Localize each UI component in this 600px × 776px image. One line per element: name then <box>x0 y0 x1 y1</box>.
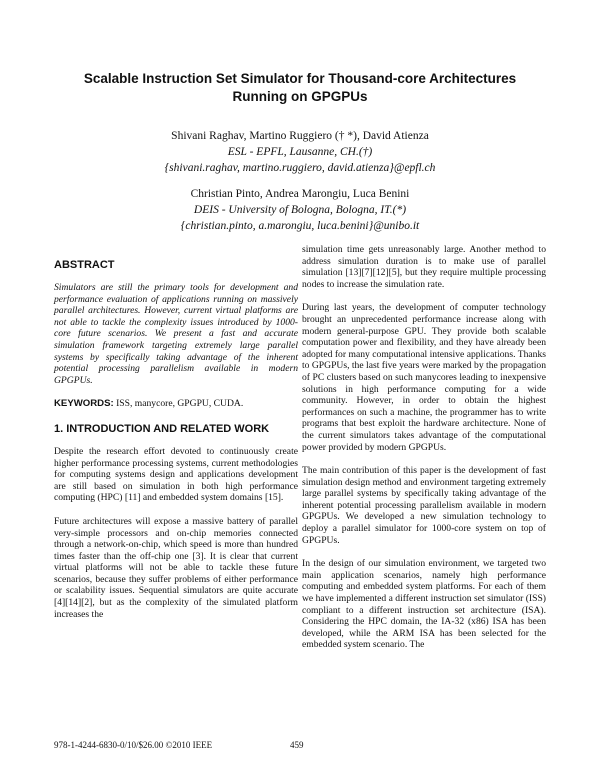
abstract-text: Simulators are still the primary tools for development and performance evaluation of applications running on massively parallel architectures. However, current virtual platforms are not able to tackle the complexity issues introduced by 1000-core future scenarios. We present a fast and accurate simulation framework targeting extremely large parallel systems by specifically taking advantage of the inherent potential processing parallelism available in modern GPGPUs. <box>54 282 298 386</box>
left-column <box>54 258 298 632</box>
right-paragraph-3: The main contribution of this paper is the development of fast simulation design method and environment targeting extremely large parallel systems by specifically taking advantage of the inherent potential processing parallelism available in modern GPGPUs. We developed a new simulation technology to deploy a parallel simulator for 1000-core system on top of GPGPUs. <box>302 465 546 546</box>
keywords-label: KEYWORDS: <box>54 398 114 410</box>
author-email-2: {christian.pinto, a.marongiu, luca.benini}@unibo.it <box>180 220 420 232</box>
abstract-heading: ABSTRACT <box>54 259 115 271</box>
intro-paragraph-1: Despite the research effort devoted to continuously create higher performance processing systems, current methodologies for computing systems design and applications development are still based on simulation in both high performance computing (HPC) [11] and embedded system domains [15]. <box>54 445 298 504</box>
author-email-1: {shivani.raghav, martino.ruggiero, david.atienza}@epfl.ch <box>164 162 436 174</box>
right-paragraph-2: During last years, the development of computer technology brought an unprecedented performance increase along with modern general-purpose GPU. They provide both scalable computation power and flexibility, and they have already been adopted for many computational intensive applications. Thanks to GPGPUs, the last five years were marked by the propagation of PC clusters based on such manycores leading to inexpensive solutions in high performance computing for a wide community. However, in order to obtain the highest performances on such a machine, the programmer has to write programs that best exploit the hardware architecture. None of the current simulators takes advantage of the computational power provided by modern GPGPUs. <box>302 302 546 453</box>
keywords-text: ISS, manycore, GPGPU, CUDA. <box>113 398 244 410</box>
intro-paragraph-2: Future architectures will expose a massive battery of parallel very-simple processors and on-chip memories connected through a network-on-chip, which speed is more than hundred times faster than the off-chip one [3]. It is clear that current virtual platforms will not be able to tackle these future scenarios, because they suffer problems of either performance or scalability issues. Sequential simulators are quite accurate [4][14][2], but as the complexity of the simulated platform increases the <box>54 515 298 620</box>
keywords <box>54 398 298 410</box>
right-column <box>302 244 546 663</box>
right-paragraph-4: In the design of our simulation environment, we targeted two main application scenarios, namely high performance computing and embedded system platforms. For each of them we have implemented a different instruction set simulator (ISS) compliant to a different instruction set architecture (ISA). Considering the HPC domain, the IA-32 (x86) ISA has been developed, while the ARM ISA has been selected for the embedded system scenario. The <box>302 558 546 651</box>
page-number: 459 <box>290 740 304 750</box>
author-block-1 <box>40 128 560 176</box>
title-line-1: Scalable Instruction Set Simulator for Thousand-core Architectures <box>83 71 517 86</box>
copyright-footer: 978-1-4244-6830-0/10/$26.00 ©2010 IEEE <box>54 740 213 750</box>
intro-heading: 1. INTRODUCTION AND RELATED WORK <box>54 422 270 435</box>
author-block-2 <box>40 186 560 234</box>
title-line-2: Running on GPGPUs <box>232 89 368 104</box>
author-names-2: Christian Pinto, Andrea Marongiu, Luca Benini <box>190 188 410 200</box>
right-paragraph-1: simulation time gets unreasonably large. Another method to address simulation duration is to make use of parallel simulation [13][7][12][5], but they require multiple processing nodes to increase the simulation rate. <box>302 244 546 290</box>
paper-title <box>40 70 560 106</box>
author-affiliation-1: ESL - EPFL, Lausanne, CH.(†) <box>227 146 373 158</box>
author-names-1: Shivani Raghav, Martino Ruggiero († *), David Atienza <box>171 130 429 142</box>
author-affiliation-2: DEIS - University of Bologna, Bologna, IT.(*) <box>193 204 407 216</box>
